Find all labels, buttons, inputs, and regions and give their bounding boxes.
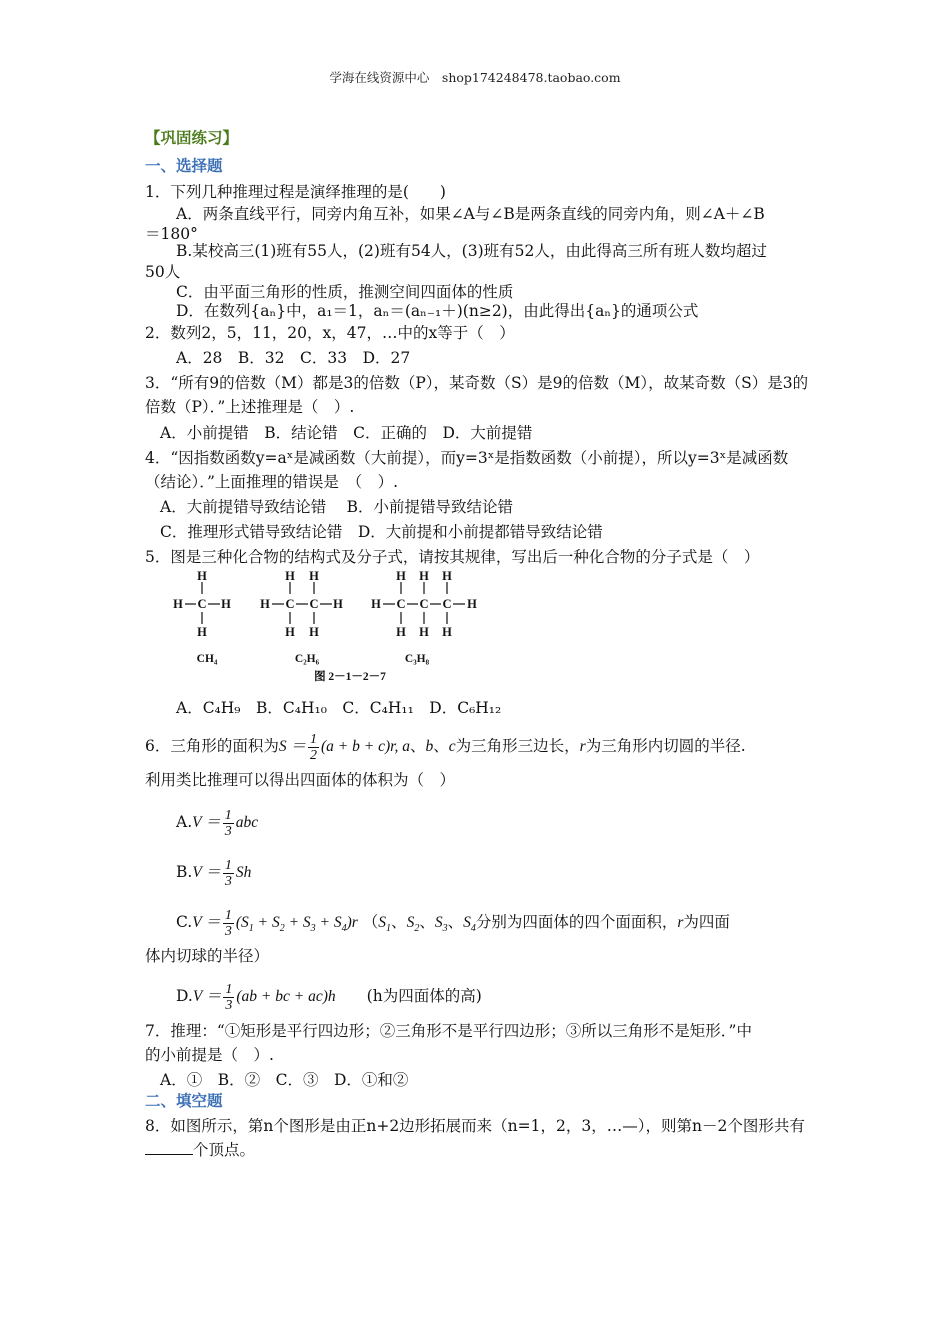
q3-options: A．小前提错 B．结论错 C．正确的 D．大前提错	[160, 424, 533, 442]
q1-stem: 1．下列几种推理过程是演绎推理的是( )	[145, 183, 446, 201]
q4-line2: （结论）．”上面推理的错误是 （ ）.	[145, 473, 399, 491]
q7-line1: 7．推理：“①矩形是平行四边形；②三角形不是平行四边形；③所以三角形不是矩形．”中	[145, 1022, 752, 1040]
svg-text:H: H	[221, 597, 231, 611]
q6-option-c-cont: 体内切球的半径）	[145, 947, 270, 965]
svg-text:H: H	[371, 597, 381, 611]
page-header: 学海在线资源中心 shop174248478.taobao.com	[329, 70, 621, 85]
svg-text:H: H	[442, 569, 452, 583]
q5-label-ch4: CH₄	[196, 653, 218, 665]
q5-label-c3h8: C₃H₈	[404, 653, 430, 665]
svg-text:H: H	[419, 569, 429, 583]
svg-text:H: H	[285, 625, 295, 639]
svg-text:C: C	[396, 597, 406, 611]
svg-text:C: C	[309, 597, 319, 611]
q3-line1: 3．“所有9的倍数（M）都是3的倍数（P），某奇数（S）是9的倍数（M），故某奇数（S）是3的	[145, 374, 809, 392]
q5-stem: 5．图是三种化合物的结构式及分子式，请按其规律，写出后一种化合物的分子式是（ ）	[145, 548, 760, 566]
section-title: 【巩固练习】	[145, 128, 239, 147]
q7-options: A．① B．② C．③ D．①和②	[160, 1071, 409, 1089]
svg-text:H: H	[396, 569, 406, 583]
q1-option-d: D．在数列{aₙ}中，a₁＝1，aₙ＝(aₙ₋₁＋)(n≥2)，由此得出{aₙ}的通项公式	[176, 302, 699, 320]
q4-line1: 4．“因指数函数y=aˣ是减函数（大前提），而y=3ˣ是指数函数（小前提），所以y=3ˣ是减函数	[145, 449, 789, 467]
q1-option-c: C．由平面三角形的性质，推测空间四面体的性质	[176, 283, 514, 301]
svg-text:H: H	[396, 625, 406, 639]
part-heading-fill: 二、填空题	[145, 1091, 223, 1110]
q3-line2: 倍数（P）．”上述推理是（ ）.	[145, 398, 355, 416]
q6-option-a: A.V ＝ $\frac{1}{3}$ abc	[176, 808, 259, 839]
q1-option-a: A．两条直线平行，同旁内角互补，如果∠A与∠B是两条直线的同旁内角，则∠A＋∠B	[176, 205, 765, 223]
formula-area: S ＝ $\frac{1}{2}$ (a + b + c)r,	[278, 732, 399, 763]
svg-text:H: H	[173, 597, 183, 611]
q6-option-d: D.V ＝ $\frac{1}{3}$ (ab + bc + ac)h (h为四面体的高)	[176, 982, 482, 1013]
q5-structural-formula-figure	[165, 566, 485, 686]
q5-label-c2h6: C₂H₆	[294, 653, 320, 665]
q7-line2: 的小前提是（ ）.	[145, 1046, 274, 1064]
svg-text:C: C	[442, 597, 452, 611]
svg-text:H: H	[260, 597, 270, 611]
svg-text:H: H	[467, 597, 477, 611]
q6-option-c: C.V ＝ $\frac{1}{3}$ $(S_1 + S_2 + S_3 + S_4)r$ （$S_1$、$S_2$、$S_3$、$S_4$分别为四面体的四个面面积，r为四面	[176, 908, 730, 939]
q1-option-b-cont: 50人	[145, 263, 181, 281]
svg-text:H: H	[197, 625, 207, 639]
q2-stem: 2．数列2，5，11，20，x，47，…中的x等于（ ）	[145, 324, 515, 342]
q4-options-row2: C．推理形式错导致结论错 D．大前提和小前提都错导致结论错	[160, 523, 603, 541]
svg-text:H: H	[197, 569, 207, 583]
part-heading-choice: 一、选择题	[145, 156, 223, 175]
svg-text:H: H	[333, 597, 343, 611]
answer-blank[interactable]	[145, 1154, 193, 1155]
q4-options-row1: A．大前提错导致结论错 B．小前提错导致结论错	[160, 498, 514, 516]
svg-text:H: H	[419, 625, 429, 639]
q6-line2: 利用类比推理可以得出四面体的体积为（ ）	[145, 771, 456, 789]
q1-option-a-cont: ＝180°	[145, 225, 198, 243]
svg-text:C: C	[419, 597, 429, 611]
var-abc: a	[398, 738, 410, 756]
svg-text:H: H	[309, 625, 319, 639]
q5-figure-caption: 图 2－1－2－7	[314, 671, 386, 683]
q1-option-b: B.某校高三(1)班有55人，(2)班有54人，(3)班有52人，由此得高三所有班人数均超过	[176, 242, 767, 260]
q5-options: A．C₄H₉ B．C₄H₁₀ C．C₄H₁₁ D．C₆H₁₂	[176, 699, 502, 717]
q2-options: A．28 B．32 C．33 D．27	[176, 349, 411, 367]
svg-text:H: H	[285, 569, 295, 583]
q8-line1: 8．如图所示，第n个图形是由正n+2边形拓展而来（n=1，2，3，…—），则第n－2个图形共有	[145, 1117, 805, 1135]
svg-text:C: C	[285, 597, 295, 611]
svg-text:H: H	[442, 625, 452, 639]
svg-text:C: C	[197, 597, 207, 611]
q8-line2: 个顶点。	[145, 1140, 255, 1160]
svg-text:H: H	[309, 569, 319, 583]
q6-option-b: B.V ＝ $\frac{1}{3}$ Sh	[176, 858, 252, 889]
q6-line1: 6．三角形的面积为S ＝ $\frac{1}{2}$ (a + b + c)r, a、b、c为三角形三边长，r为三角形内切圆的半径.	[145, 732, 746, 763]
